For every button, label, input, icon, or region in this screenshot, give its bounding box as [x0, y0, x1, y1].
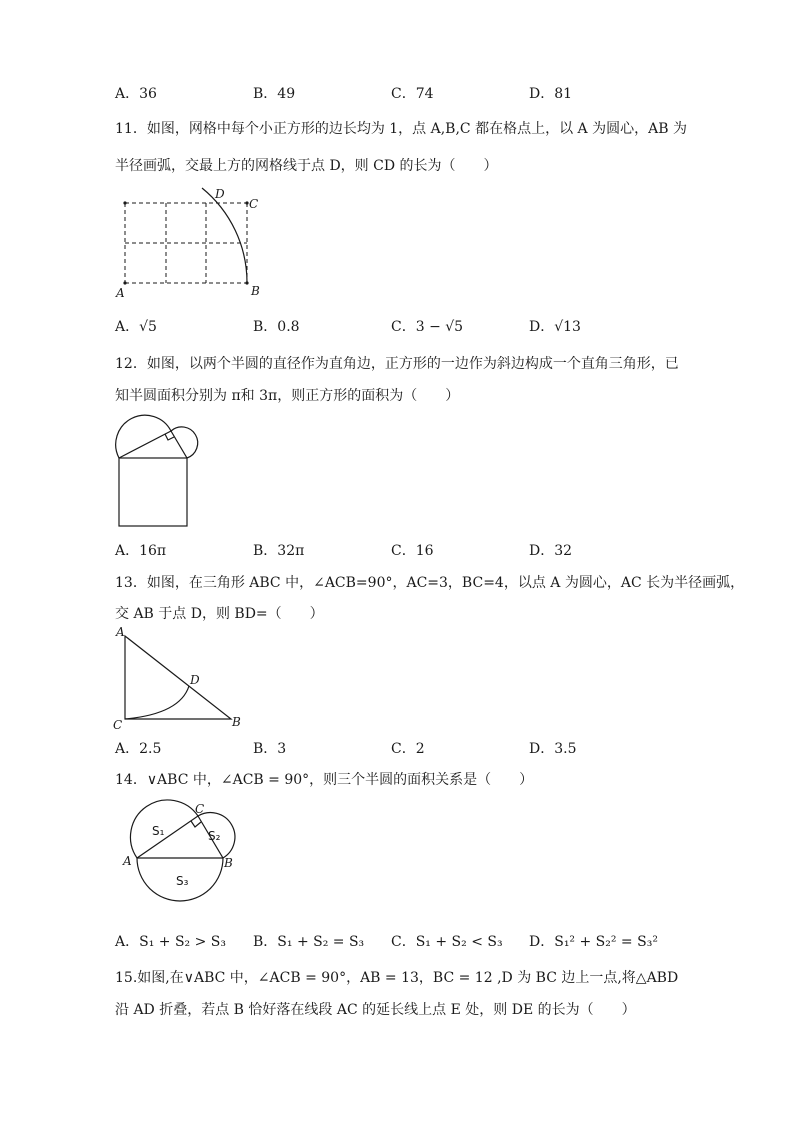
- q13-label-d: D: [190, 673, 200, 687]
- q13-triangle: [125, 636, 231, 719]
- q12-small-semicircle: [171, 427, 198, 458]
- q14-label-c: C: [195, 802, 205, 816]
- q13-option-b[interactable]: B．3: [253, 741, 287, 757]
- q10-option-b[interactable]: B．49: [253, 86, 296, 102]
- q10-option-a[interactable]: A．36: [115, 86, 157, 102]
- q13-option-a[interactable]: A．2.5: [115, 741, 162, 757]
- q12-option-c[interactable]: C．16: [391, 543, 434, 559]
- q12-option-d[interactable]: D．32: [529, 543, 573, 559]
- q13-arc: [125, 686, 189, 719]
- q13-stem-line1: 13．如图，在三角形 ABC 中，∠ACB=90°，AC=3，BC=4，以点 A 为圆心，AC 长为半径画弧，: [115, 575, 745, 591]
- q10-option-c[interactable]: C．74: [391, 86, 434, 102]
- q13-stem-line2: 交 AB 于点 D，则 BD=（ ）: [115, 606, 324, 622]
- q13-triangle-figure: [112, 622, 252, 734]
- q14-option-c[interactable]: C．S₁ + S₂ < S₃: [391, 934, 503, 950]
- q13-option-c[interactable]: C．2: [391, 741, 425, 757]
- q10-option-d[interactable]: D．81: [529, 86, 573, 102]
- q14-right-angle-mark: [191, 821, 201, 827]
- q12-figure: [110, 408, 210, 532]
- q11-label-a: A: [116, 286, 125, 300]
- q12-option-a[interactable]: A．16π: [115, 543, 167, 559]
- q15-stem-line2: 沿 AD 折叠，若点 B 恰好落在线段 AC 的延长线上点 E 处，则 DE 的长为（ ）: [115, 1002, 636, 1018]
- q12-option-b[interactable]: B．32π: [253, 543, 305, 559]
- q11-option-b[interactable]: B．0.8: [253, 319, 300, 335]
- q11-stem-line1: 11．如图，网格中每个小正方形的边长均为 1，点 A,B,C 都在格点上，以 A 为圆心，AB 为: [115, 121, 687, 137]
- q14-label-s1: S₁: [152, 824, 165, 838]
- q11-arc: [202, 188, 247, 283]
- q14-label-s3: S₃: [176, 874, 189, 888]
- q13-label-a: A: [116, 625, 125, 639]
- q11-option-d[interactable]: D．√13: [529, 319, 581, 335]
- q11-option-a[interactable]: A．√5: [115, 319, 157, 335]
- q13-option-d[interactable]: D．3.5: [529, 741, 577, 757]
- q14-label-b: B: [224, 856, 233, 870]
- q14-stem-line1: 14．∨ABC 中，∠ACB = 90°，则三个半圆的面积关系是（ ）: [115, 772, 534, 788]
- q14-option-b[interactable]: B．S₁ + S₂ = S₃: [253, 934, 365, 950]
- q15-stem-line1: 15.如图,在∨ABC 中，∠ACB = 90°，AB = 13，BC = 12 ,D 为 BC 边上一点,将△ABD: [115, 970, 679, 986]
- q12-stem-line2: 知半圆面积分别为 π和 3π，则正方形的面积为（ ）: [115, 388, 460, 404]
- q11-label-d: D: [215, 187, 225, 201]
- q11-stem-line2: 半径画弧，交最上方的网格线于点 D，则 CD 的长为（ ）: [115, 158, 498, 174]
- q14-semicircles-figure: [112, 798, 252, 910]
- q11-grid-figure: [112, 184, 272, 302]
- q13-label-b: B: [232, 715, 241, 729]
- q12-stem-line1: 12．如图，以两个半圆的直径作为直角边，正方形的一边作为斜边构成一个直角三角形，已: [115, 356, 679, 372]
- q11-point-b: [245, 281, 248, 284]
- q11-label-c: C: [249, 197, 259, 211]
- q11-point-top-left: [123, 201, 126, 204]
- q14-option-a[interactable]: A．S₁ + S₂ > S₃: [115, 934, 226, 950]
- q13-label-c: C: [113, 718, 123, 732]
- q12-square: [119, 458, 187, 526]
- q14-label-s2: S₂: [208, 829, 221, 843]
- q11-label-b: B: [251, 284, 260, 298]
- q14-option-d[interactable]: D．S₁² + S₂² = S₃²: [529, 934, 658, 950]
- q12-large-semicircle: [116, 415, 171, 458]
- q14-label-a: A: [123, 854, 132, 868]
- q11-grid-lines: [125, 203, 247, 283]
- q11-option-c[interactable]: C．3 − √5: [391, 319, 464, 335]
- q11-point-a: [123, 281, 126, 284]
